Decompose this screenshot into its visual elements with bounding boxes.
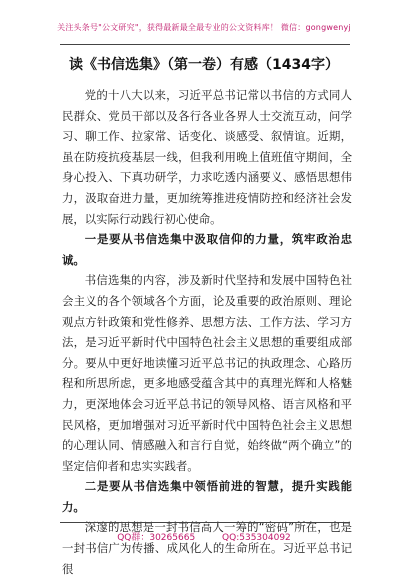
document-title: 读《书信选集》（第一卷）有感（1434字） (69, 57, 339, 73)
document-body (62, 85, 352, 579)
page-header: 关注头条号"公文研究"，获得最新最全最专业的公文资料库！ 微信：gongwenyj (57, 23, 351, 32)
paragraph-intro: 党的十八大以来，习近平总书记常以书信的方式同人民群众、党员干部以及各行各业各界人士交流互动，问学习、聊工作、拉家常、话变化、谈感受、叙情谊。近期，虽在防疫抗疫基层一线，但我利用晚上值班值守期间，全身心投入、下真功研学，力求吃透内涵要义、感悟思想伟力，汲取奋进力量，更加统筹推进疫情防控和经济社会发展，以实际行动践行初心使命。 (62, 88, 352, 226)
section-heading-1: 一是要从书信选集中汲取信仰的力量，筑牢政治忠诚。 (62, 232, 352, 267)
paragraph-section-2: 深邃的思想是一封书信高人一筹的“密码”所在，也是一封书信广为传播、成风化人的生命所在。习近平总书记很 (62, 520, 352, 576)
footer-divider (60, 522, 350, 523)
footer-qq: QQ:535304092 (222, 533, 291, 543)
page-footer (0, 530, 408, 543)
section-heading-2: 二是要从书信选集中领悟前进的智慧，提升实践能力。 (62, 479, 352, 514)
header-divider (60, 44, 350, 45)
footer-qq-group: QQ群：30265665 (117, 533, 196, 543)
paragraph-section-1: 书信选集的内容，涉及新时代坚持和发展中国特色社会主义的各个领域各个方面，论及重要的政治原则、理论观点方针政策和党性修养、思想方法、工作方法、学习方法，是习近平新时代中国特色社会主义思想的重要组成部分。要从中更好地读懂习近平总书记的执政理念、心路历程和所思所虑，更多地感受蕴含其中的真理光辉和人格魅力，更深地体会习近平总书记的领导风格、语言风格和平民风格，更加增强对习近平新时代中国特色社会主义思想的心理认同、情感融入和言行自觉，始终做“两个确立”的坚定信仰者和忠实实践者。 (62, 273, 352, 473)
